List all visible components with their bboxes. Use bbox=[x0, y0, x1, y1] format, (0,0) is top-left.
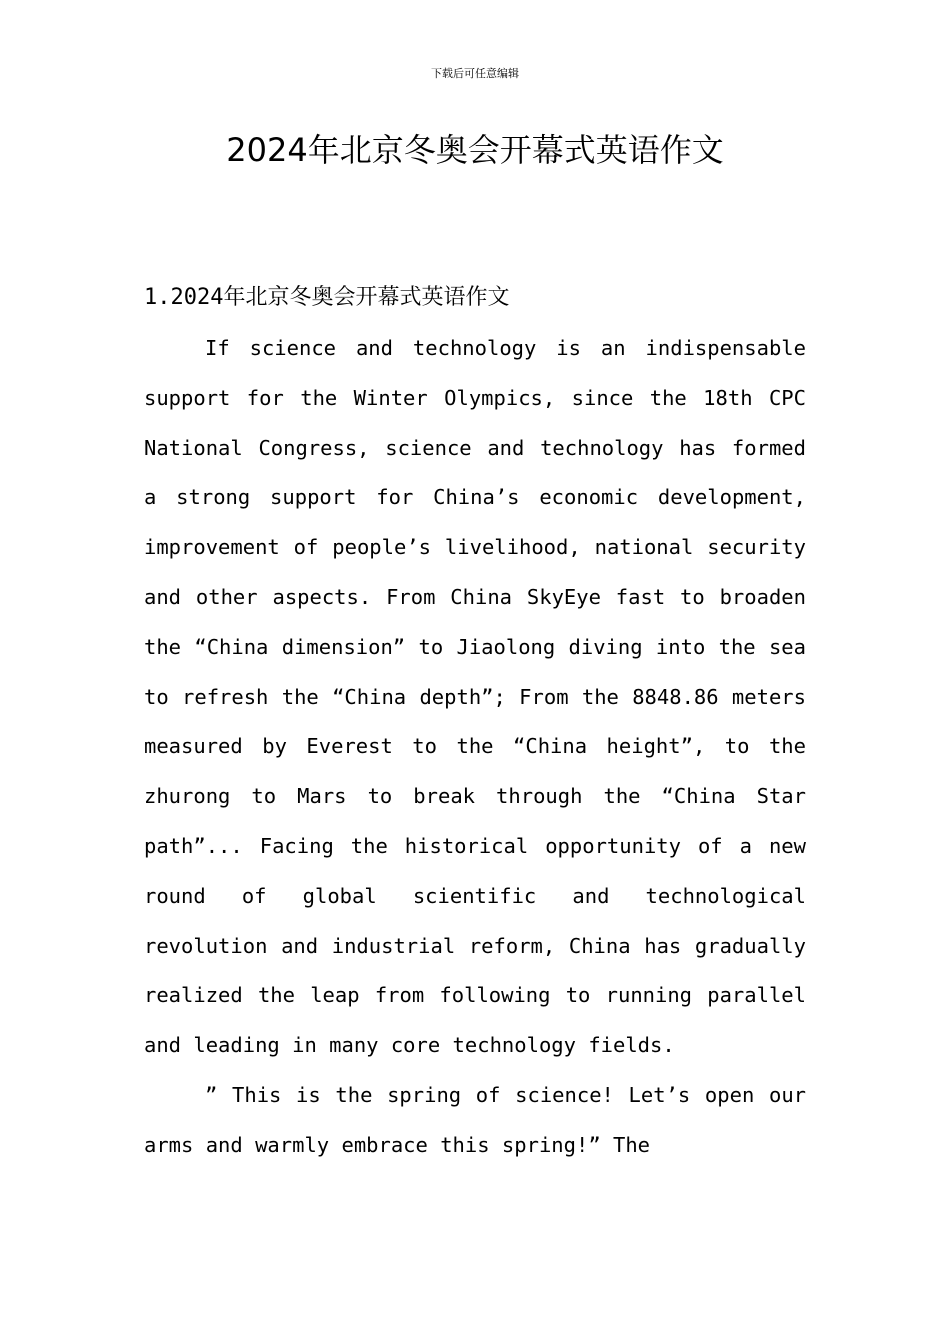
document-title: 2024年北京冬奥会开幕式英语作文 bbox=[226, 131, 724, 169]
page-header-note: 下载后可任意编辑 bbox=[431, 67, 519, 80]
paragraph-2: ” This is the spring of science! Let’s open our arms and warmly embrace this spring!” The bbox=[144, 1082, 806, 1157]
document-body bbox=[144, 324, 806, 1171]
paragraph-1: If science and technology is an indispensable support for the Winter Olympics, since the 18th CPC National Congress, science and technology has formed a strong support for China’s economic development, improvement of people’s livelihood, national security and other aspects. From China SkyEye fast to broaden the “China dimension” to Jiaolong diving into the sea to refresh the “China depth”; From the 8848.86 meters measured by Everest to the “China height”, to the zhurong to Mars to break through the “China Star path”... Facing the historical opportunity of a new round of global scientific and technological revolution and industrial reform, China has gradually realized the leap from following to running parallel and leading in many core technology fields. bbox=[144, 336, 806, 1058]
section-heading: 1.2024年北京冬奥会开幕式英语作文 bbox=[144, 285, 510, 310]
